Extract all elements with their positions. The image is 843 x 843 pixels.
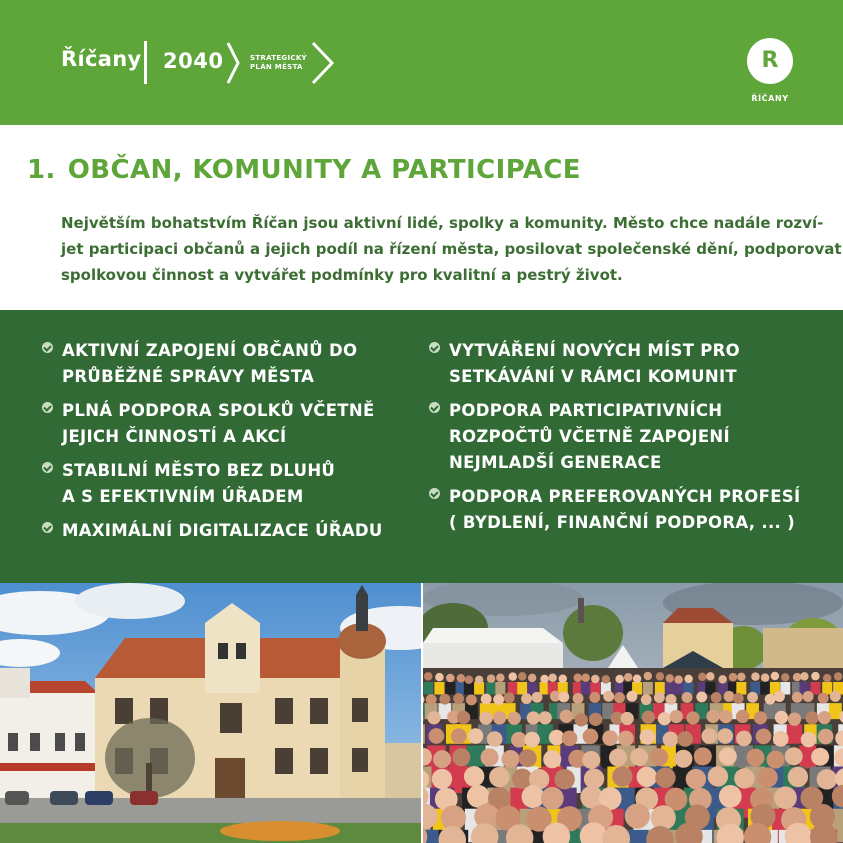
goal-item [429,338,800,390]
goal-item [42,338,383,390]
check-icon [42,462,53,473]
goal-text: STABILNÍ MĚSTO BEZ DLUHŮ [62,461,336,480]
chevron-right-icon [310,41,336,85]
goal-text: PRŮBĚŽNÉ SPRÁVY MĚSTA [62,367,315,386]
goals-left-column [42,338,383,552]
chevron-right-icon [225,41,241,85]
check-icon [429,488,440,499]
goal-text: AKTIVNÍ ZAPOJENÍ OBČANŮ DO [62,341,358,360]
logo-letter: R [761,48,779,73]
section-number: 1. [27,155,56,185]
goal-text: SETKÁVÁNÍ V RÁMCI KOMUNIT [449,367,737,386]
goal-text: JEJICH ČINNOSTÍ A AKCÍ [62,427,287,446]
goal-item [42,518,383,544]
intro-line: Největším bohatstvím Říčan jsou aktivní lidé, spolky a komunity. Město chce nadále rozví- [61,214,824,232]
intro-line: spolkovou činnost a vytvářet podmínky pro kvalitní a pestrý život. [61,266,623,284]
check-icon [429,402,440,413]
goal-text: ROZPOČTŮ VČETNĚ ZAPOJENÍ [449,427,730,446]
plan-year: 2040 [163,49,224,73]
goal-item [429,398,800,476]
check-icon [42,522,53,533]
goal-text: ( BYDLENÍ, FINANČNÍ PODPORA, ... ) [449,513,795,532]
town-hall-photo [0,583,421,843]
section-title-text: OBČAN, KOMUNITY A PARTICIPACE [67,155,581,185]
header-bar [0,0,843,125]
logo-caption: ŘÍČANY [751,94,789,103]
goal-item [42,398,383,450]
check-icon [42,402,53,413]
goal-text: A S EFEKTIVNÍM ÚŘADEM [62,487,304,506]
check-icon [429,342,440,353]
goal-text: PLNÁ PODPORA SPOLKŮ VČETNĚ [62,401,375,420]
goal-item [429,484,800,536]
brand-name: Říčany [61,47,142,71]
goals-right-column [429,338,800,544]
goal-text: PODPORA PARTICIPATIVNÍCH [449,401,723,420]
crowd-photo [423,583,843,843]
check-icon [42,342,53,353]
plan-subtitle-line2: PLÁN MĚSTA [250,63,303,71]
goal-item [42,458,383,510]
goal-text: VYTVÁŘENÍ NOVÝCH MÍST PRO [449,341,741,360]
goal-text: PODPORA PREFEROVANÝCH PROFESÍ [449,487,801,506]
intro-paragraph [61,210,842,288]
header-divider [144,41,147,84]
plan-subtitle-line1: STRATEGICKÝ [250,54,307,62]
goal-text: NEJMLADŠÍ GENERACE [449,453,662,472]
goal-text: MAXIMÁLNÍ DIGITALIZACE ÚŘADU [62,521,383,540]
section-title [27,155,581,185]
intro-line: jet participaci občanů a jejich podíl na řízení města, posilovat společenské dění, podporovat [61,240,842,258]
city-logo [747,38,793,84]
plan-subtitle [250,54,307,72]
